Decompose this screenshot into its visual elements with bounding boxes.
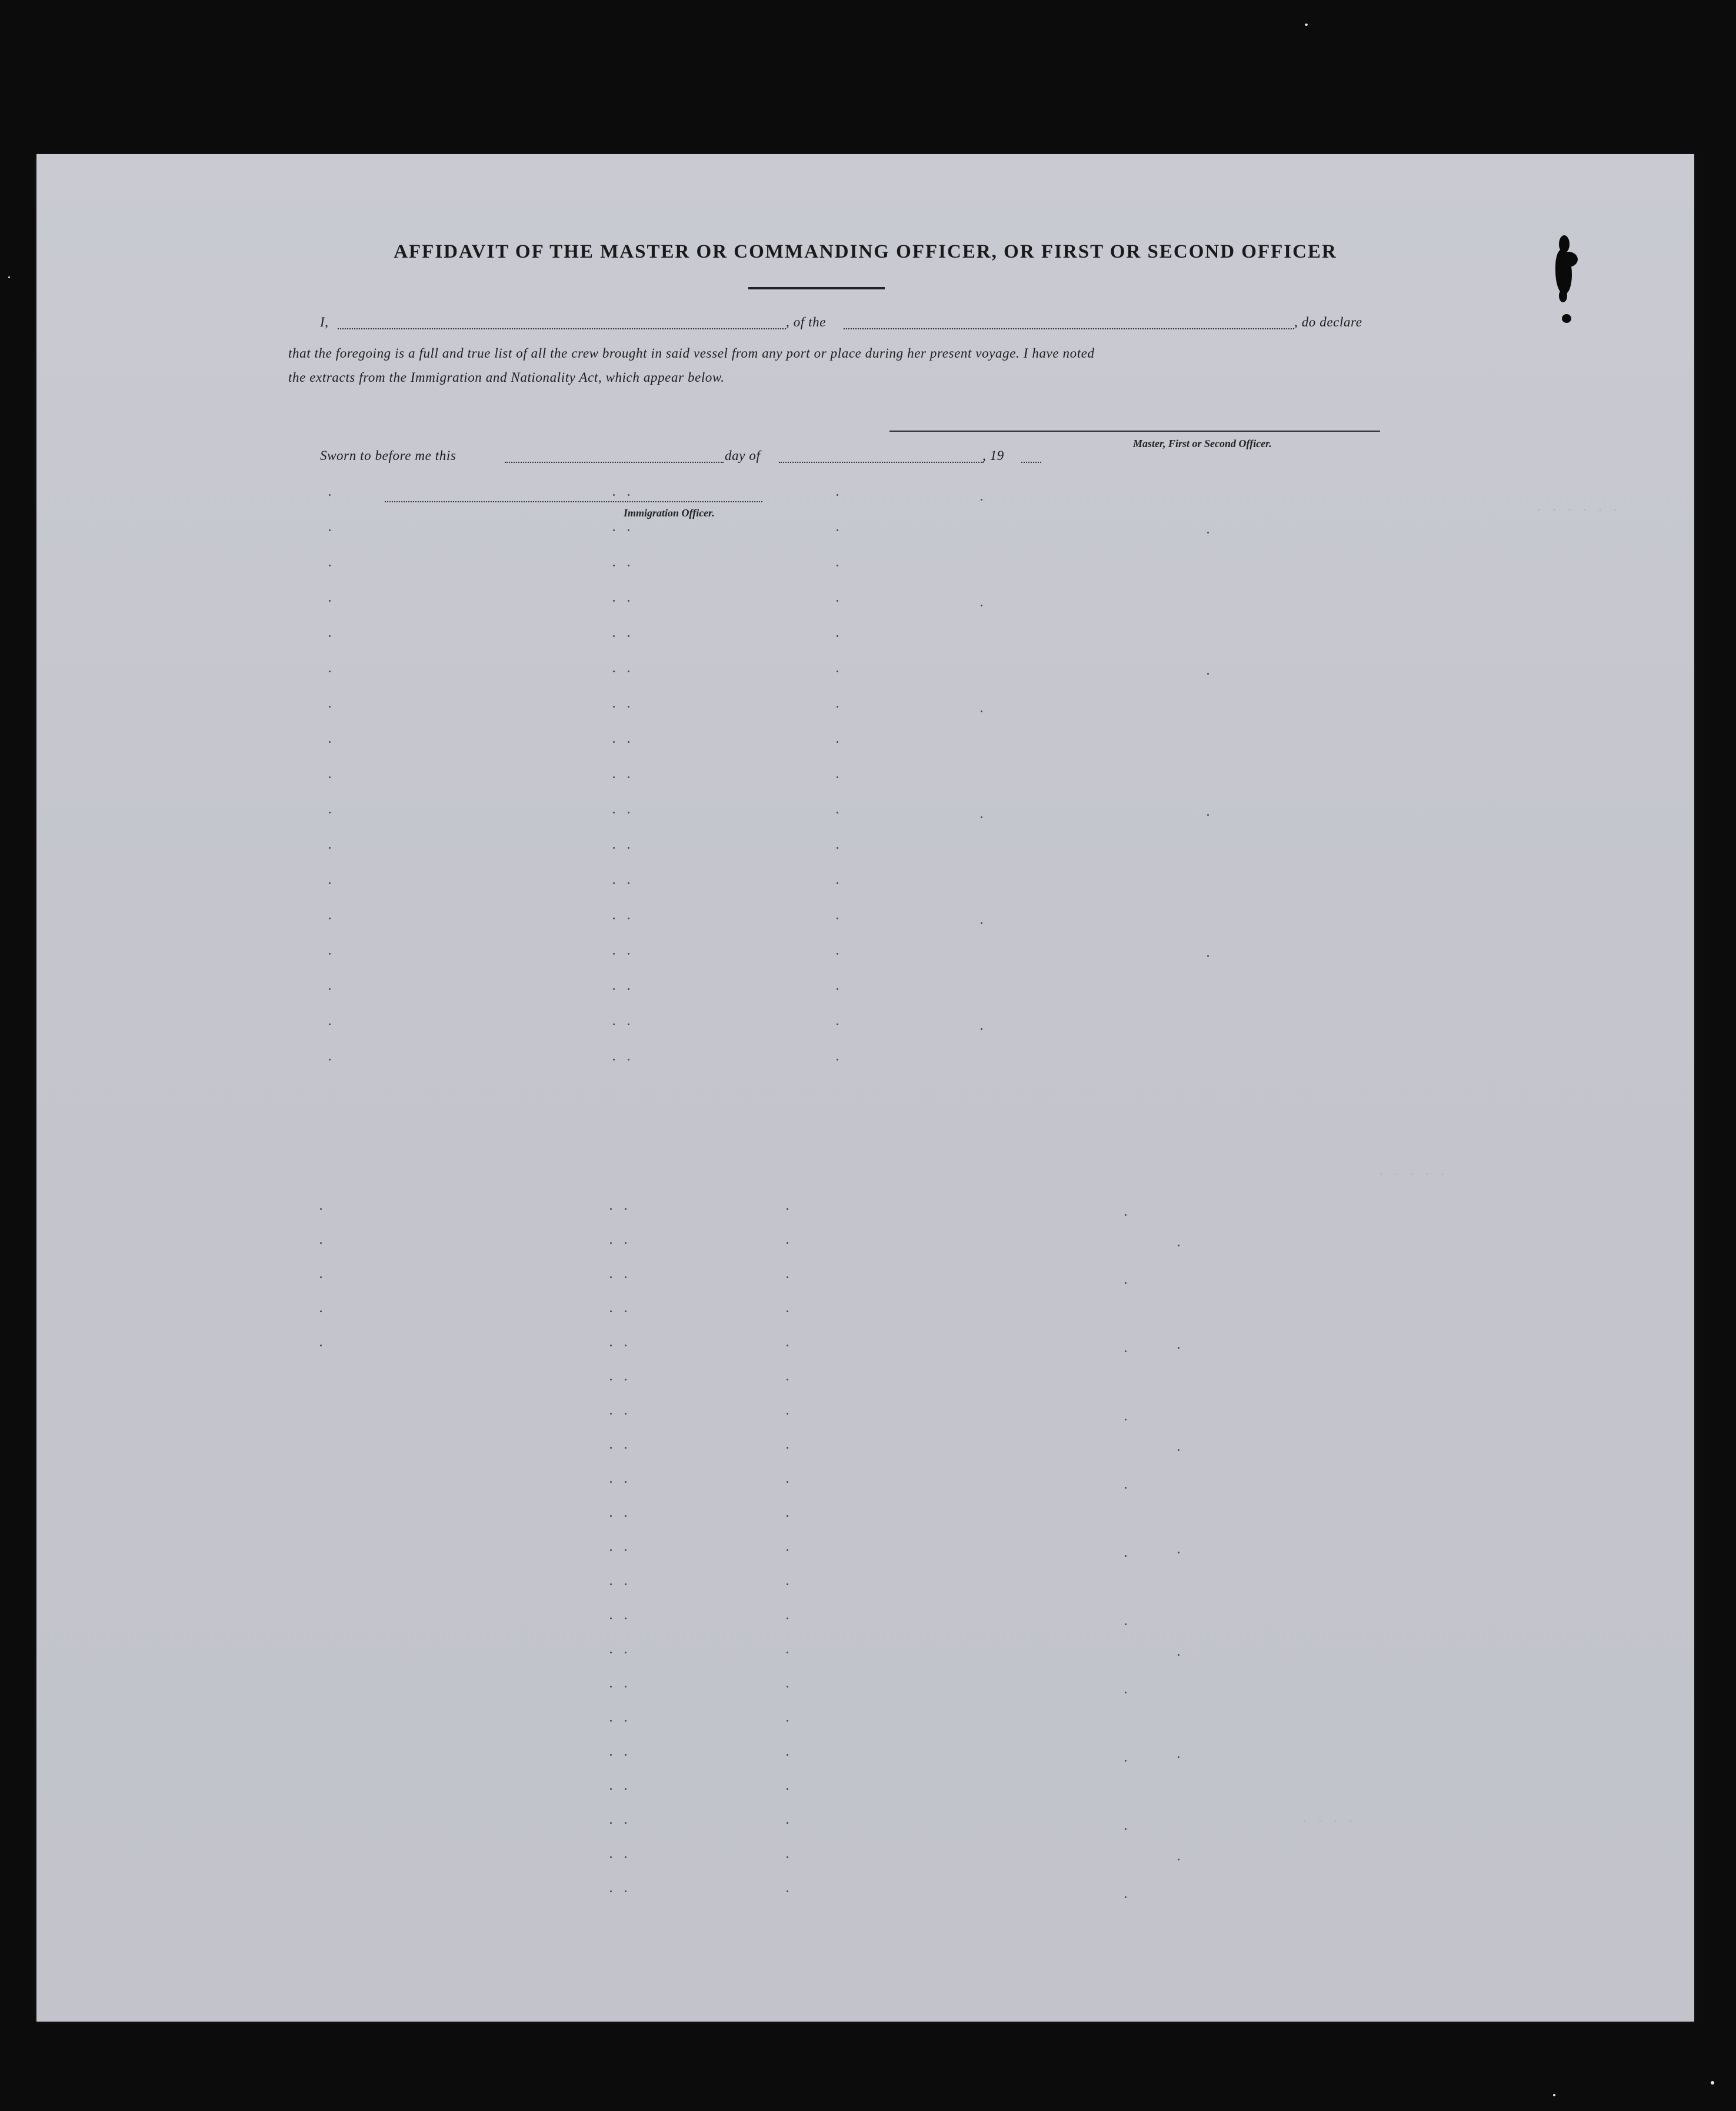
column-dot [329, 565, 331, 566]
column-dot [1125, 1214, 1127, 1216]
column-dot [837, 494, 838, 496]
column-dot [329, 635, 331, 637]
column-dot [613, 706, 615, 708]
column-dot [981, 711, 982, 712]
column-dot [981, 816, 982, 818]
column-dot [625, 1890, 627, 1892]
column-dot [1125, 1555, 1127, 1557]
scan-speck [1711, 2081, 1714, 2085]
column-dot [329, 776, 331, 778]
column-dot [610, 1618, 612, 1619]
column-dot [329, 706, 331, 708]
column-dot [329, 918, 331, 919]
bleed-through-text: . . . . [1301, 1813, 1355, 1826]
column-dot [613, 953, 615, 955]
scan-speck [1553, 2094, 1555, 2096]
ink-blot [1559, 252, 1578, 267]
column-dot [837, 706, 838, 708]
column-dot [628, 1059, 629, 1060]
column-dot [320, 1310, 322, 1312]
sworn-year: , 19 [982, 448, 1004, 463]
column-dot [329, 494, 331, 496]
column-dot [610, 1481, 612, 1483]
column-dot [613, 741, 615, 743]
column-dot [787, 1822, 788, 1824]
column-dot [613, 988, 615, 990]
column-dot [610, 1379, 612, 1380]
declaration-line-3: the extracts from the Immigration and Nationality Act, which appear below. [288, 370, 725, 385]
column-dot [628, 635, 629, 637]
column-dot [787, 1310, 788, 1312]
vessel-name-blank [844, 328, 1294, 329]
column-dot [329, 847, 331, 849]
column-dot [329, 1023, 331, 1025]
column-dot [625, 1515, 627, 1517]
column-dot [787, 1515, 788, 1517]
column-dot [837, 882, 838, 884]
column-dot [1125, 1350, 1127, 1352]
scan-speck [1305, 24, 1308, 26]
column-dot [628, 988, 629, 990]
column-dot [610, 1276, 612, 1278]
column-dot [1178, 1449, 1179, 1451]
column-dot [787, 1583, 788, 1585]
column-dot [329, 882, 331, 884]
column-dot [1178, 1859, 1179, 1860]
sworn-year-blank [1021, 462, 1041, 463]
column-dot [628, 776, 629, 778]
column-dot [787, 1345, 788, 1346]
column-dot [610, 1890, 612, 1892]
column-dot [610, 1549, 612, 1551]
column-dot [625, 1822, 627, 1824]
column-dot [625, 1549, 627, 1551]
column-dot [625, 1618, 627, 1619]
column-dot [610, 1583, 612, 1585]
declaration-of-the: , of the [786, 315, 827, 329]
column-dot [610, 1652, 612, 1653]
column-dot [329, 988, 331, 990]
column-dot [1125, 1282, 1127, 1284]
column-dot [787, 1379, 788, 1380]
bleed-through-text: . . . . . [1378, 1166, 1447, 1179]
column-dot [329, 600, 331, 602]
ink-blot [1559, 289, 1567, 302]
declaration-do-declare: , do declare [1294, 315, 1362, 329]
column-dot [625, 1856, 627, 1858]
column-dot [625, 1242, 627, 1244]
column-dot [837, 671, 838, 672]
column-dot [787, 1413, 788, 1415]
column-dot [1125, 1896, 1127, 1898]
column-dot [837, 847, 838, 849]
column-dot [1125, 1623, 1127, 1625]
column-dot [1125, 1760, 1127, 1762]
column-dot [610, 1720, 612, 1722]
column-dot [610, 1242, 612, 1244]
column-dot [787, 1788, 788, 1790]
column-dot [320, 1208, 322, 1210]
column-dot [628, 600, 629, 602]
column-dot [787, 1242, 788, 1244]
column-dot [787, 1856, 788, 1858]
column-dot [837, 529, 838, 531]
column-dot [610, 1788, 612, 1790]
column-dot [1207, 955, 1209, 957]
column-dot [329, 1059, 331, 1060]
ink-blot [1559, 235, 1570, 253]
column-dot [613, 847, 615, 849]
column-dot [837, 741, 838, 743]
column-dot [837, 776, 838, 778]
column-dot [320, 1345, 322, 1346]
column-dot [625, 1379, 627, 1380]
column-dot [1178, 1347, 1179, 1349]
column-dot [787, 1208, 788, 1210]
column-dot [837, 953, 838, 955]
column-dot [625, 1310, 627, 1312]
immigration-officer-line [385, 501, 762, 502]
column-dot [981, 499, 982, 501]
column-dot [613, 918, 615, 919]
column-dot [329, 529, 331, 531]
column-dot [1125, 1487, 1127, 1489]
column-dot [628, 847, 629, 849]
column-dot [628, 494, 629, 496]
column-dot [610, 1447, 612, 1449]
column-dot [613, 671, 615, 672]
column-dot [625, 1208, 627, 1210]
column-dot [787, 1890, 788, 1892]
column-dot [613, 565, 615, 566]
column-dot [1207, 814, 1209, 816]
column-dot [1178, 1654, 1179, 1656]
column-dot [320, 1242, 322, 1244]
column-dot [837, 600, 838, 602]
column-dot [787, 1720, 788, 1722]
column-dot [625, 1345, 627, 1346]
column-dot [837, 565, 838, 566]
column-dot [981, 922, 982, 924]
column-dot [610, 1413, 612, 1415]
column-dot [981, 1028, 982, 1030]
column-dot [837, 918, 838, 919]
column-dot [787, 1447, 788, 1449]
column-dot [628, 741, 629, 743]
sworn-prefix: Sworn to before me this [320, 448, 457, 463]
column-dot [837, 635, 838, 637]
sworn-day-blank [505, 462, 724, 463]
column-dot [628, 1023, 629, 1025]
column-dot [610, 1822, 612, 1824]
column-dot [625, 1583, 627, 1585]
column-dot [628, 565, 629, 566]
column-dot [329, 741, 331, 743]
column-dot [837, 1059, 838, 1060]
column-dot [613, 529, 615, 531]
officer-signature-line [889, 431, 1380, 432]
column-dot [610, 1345, 612, 1346]
column-dot [1125, 1828, 1127, 1830]
document-page [36, 154, 1694, 2022]
column-dot [981, 605, 982, 606]
bleed-through-text: . . . . . . [1535, 501, 1620, 515]
ink-blot [1562, 314, 1571, 323]
column-dot [625, 1481, 627, 1483]
column-dot [1178, 1552, 1179, 1553]
declaration-line-2: that the foregoing is a full and true list of all the crew brought in said vessel from any port or place during her present voyage. I have noted [288, 346, 1095, 361]
column-dot [613, 882, 615, 884]
column-dot [787, 1481, 788, 1483]
column-dot [787, 1549, 788, 1551]
column-dot [628, 918, 629, 919]
sworn-month-blank [779, 462, 984, 463]
column-dot [610, 1310, 612, 1312]
column-dot [610, 1515, 612, 1517]
column-dot [628, 671, 629, 672]
column-dot [628, 812, 629, 813]
column-dot [613, 1059, 615, 1060]
column-dot [787, 1754, 788, 1756]
column-dot [625, 1276, 627, 1278]
column-dot [1207, 673, 1209, 675]
column-dot [625, 1652, 627, 1653]
column-dot [610, 1208, 612, 1210]
column-dot [613, 776, 615, 778]
title-underline [748, 287, 885, 289]
column-dot [625, 1720, 627, 1722]
column-dot [610, 1754, 612, 1756]
affidavit-title: AFFIDAVIT OF THE MASTER OR COMMANDING OFFICER, OR FIRST OR SECOND OFFICER [394, 241, 1337, 262]
column-dot [329, 953, 331, 955]
column-dot [1178, 1756, 1179, 1758]
column-dot [628, 953, 629, 955]
column-dot [787, 1276, 788, 1278]
column-dot [787, 1686, 788, 1688]
column-dot [787, 1618, 788, 1619]
column-dot [610, 1856, 612, 1858]
column-dot [613, 600, 615, 602]
column-dot [1178, 1245, 1179, 1246]
column-dot [837, 812, 838, 813]
column-dot [613, 635, 615, 637]
column-dot [329, 671, 331, 672]
column-dot [320, 1276, 322, 1278]
column-dot [613, 1023, 615, 1025]
master-name-blank [338, 328, 786, 329]
column-dot [628, 882, 629, 884]
column-dot [1207, 532, 1209, 533]
column-dot [625, 1788, 627, 1790]
column-dot [625, 1754, 627, 1756]
column-dot [625, 1447, 627, 1449]
declaration-i: I, [320, 315, 329, 329]
column-dot [1125, 1692, 1127, 1693]
column-dot [613, 494, 615, 496]
signature-caption: Master, First or Second Officer. [1133, 438, 1272, 449]
column-dot [837, 1023, 838, 1025]
sworn-day-of: day of [725, 448, 761, 463]
column-dot [1125, 1419, 1127, 1420]
column-dot [837, 988, 838, 990]
column-dot [613, 812, 615, 813]
scan-speck [8, 276, 10, 278]
immigration-officer-caption: Immigration Officer. [624, 507, 715, 519]
column-dot [628, 529, 629, 531]
column-dot [625, 1413, 627, 1415]
column-dot [610, 1686, 612, 1688]
column-dot [329, 812, 331, 813]
column-dot [628, 706, 629, 708]
column-dot [625, 1686, 627, 1688]
column-dot [787, 1652, 788, 1653]
